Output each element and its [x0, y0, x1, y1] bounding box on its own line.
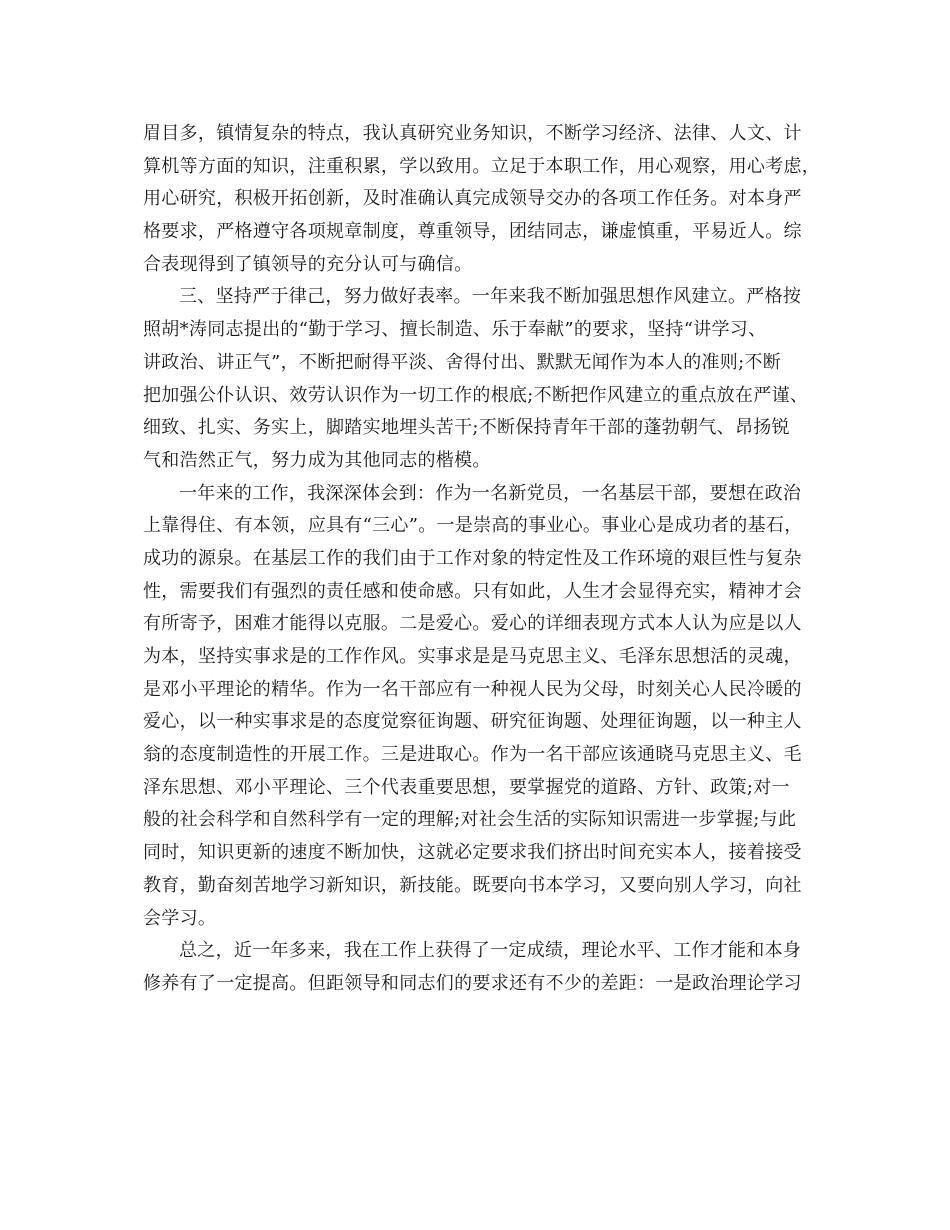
- text-line: 合表现得到了镇领导的充分认可与确信。: [143, 253, 473, 275]
- text-line: 眉目多，镇情复杂的特点，我认真研究业务知识，不断学习经济、法律、人文、计: [143, 123, 802, 144]
- text-line: 照胡*涛同志提出的“勤于学习、擅长制造、乐于奉献”的要求，坚持“讲学习、: [143, 319, 767, 341]
- text-line: 把加强公仆认识、效劳认识作为一切工作的根底;不断把作风建立的重点放在严谨、: [143, 384, 809, 406]
- text-line: 成功的源泉。在基层工作的我们由于工作对象的特定性及工作环境的艰巨性与复杂: [143, 547, 802, 569]
- paragraph-start-line: 总之，近一年多来，我在工作上获得了一定成绩，理论水平、工作才能和本身: [179, 940, 802, 962]
- paragraph-start-line: 三、坚持严于律己，努力做好表率。一年来我不断加强思想作风建立。严格按: [179, 286, 802, 308]
- paragraph-start-line: 一年来的工作，我深深体会到：作为一名新党员，一名基层干部，要想在政治: [179, 482, 802, 504]
- text-line: 算机等方面的知识，注重积累，学以致用。立足于本职工作，用心观察，用心考虑，: [143, 155, 821, 177]
- text-line: 翁的态度制造性的开展工作。三是进取心。作为一名干部应该通晓马克思主义、毛: [143, 744, 802, 766]
- text-line: 上靠得住、有本领，应具有“三心”。一是崇高的事业心。事业心是成功者的基石，: [143, 515, 803, 537]
- text-line: 泽东思想、邓小平理论、三个代表重要思想，要掌握党的道路、方针、政策;对一: [143, 776, 790, 798]
- text-line: 同时，知识更新的速度不断加快，这就必定要求我们挤出时间充实本人，接着接受: [143, 842, 802, 864]
- text-line: 会学习。: [143, 907, 217, 929]
- text-line: 细致、扎实、务实上，脚踏实地埋头苦干;不断保持青年干部的蓬勃朝气、昂扬锐: [143, 417, 790, 439]
- text-line: 教育，勤奋刻苦地学习新知识，新技能。既要向书本学习，又要向别人学习，向社: [143, 874, 802, 896]
- text-line: 性，需要我们有强烈的责任感和使命感。只有如此，人生才会显得充实，精神才会: [143, 580, 802, 602]
- text-line: 修养有了一定提高。但距领导和同志们的要求还有不少的差距：一是政治理论学习: [143, 972, 802, 994]
- text-line: 爱心，以一种实事求是的态度觉察征询题、研究征询题、处理征询题，以一种主人: [143, 711, 802, 733]
- text-line: 气和浩然正气，努力成为其他同志的楷模。: [143, 449, 491, 471]
- text-line: 般的社会科学和自然科学有一定的理解;对社会生活的实际知识需进一步掌握;与此: [143, 809, 797, 831]
- text-line: 讲政治、讲正气”，不断把耐得平淡、舍得付出、默默无闻作为本人的准则;不断: [143, 351, 782, 373]
- text-line: 用心研究，积极开拓创新，及时准确认真完成领导交办的各项工作任务。对本身严: [143, 188, 802, 210]
- text-line: 是邓小平理论的精华。作为一名干部应有一种视人民为父母，时刻关心人民冷暖的: [143, 678, 802, 700]
- text-line: 有所寄予，困难才能得以克服。二是爱心。爱心的详细表现方式本人认为应是以人: [143, 613, 802, 635]
- document-body: [143, 118, 821, 1001]
- text-line: 格要求，严格遵守各项规章制度，尊重领导，团结同志，谦虚慎重，平易近人。综: [143, 221, 802, 243]
- text-line: 为本，坚持实事求是的工作作风。实事求是是马克思主义、毛泽东思想活的灵魂，: [143, 646, 802, 667]
